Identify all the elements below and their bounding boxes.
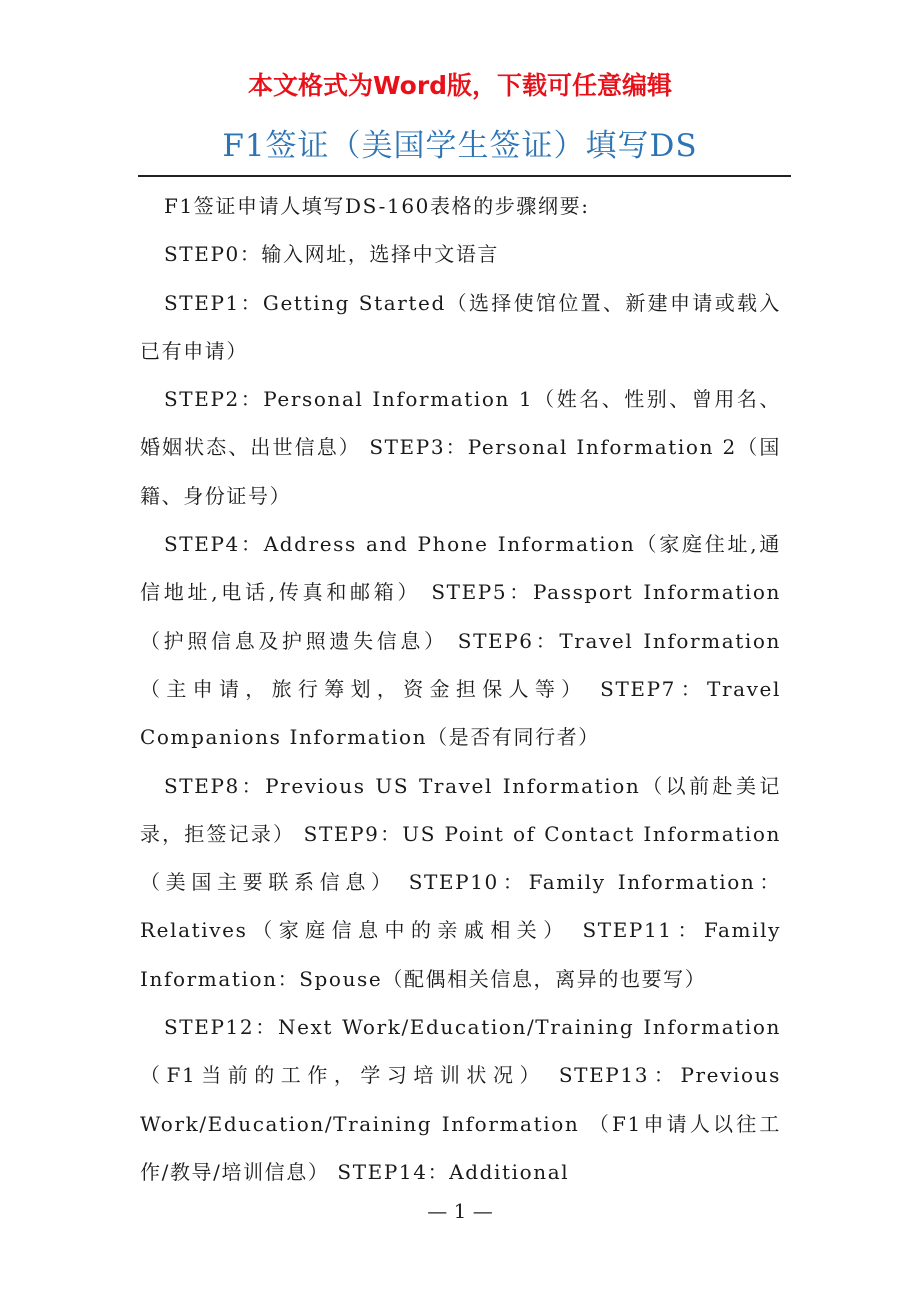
paragraph-step12-14: STEP12：Next Work/Education/Training Information（F1当前的工作，学习培训状况） STEP13：Previous Work/Education/Training Information （F1申请人以往工作/教导/培训信息） STEP14：Additional xyxy=(140,1015,781,1184)
title-divider xyxy=(138,175,791,177)
document-title: F1签证（美国学生签证）填写DS xyxy=(222,128,698,164)
paragraph-step8-11: STEP8：Previous US Travel Information（以前赴美记录，拒签记录） STEP9：US Point of Contact Information（美国主要联系信息） STEP10：Family Information：Relatives（家庭信息中的亲戚相关） STEP11：Family Information：Spouse（配偶相关信息，离异的也要写） xyxy=(140,773,781,991)
paragraph-step2-3: STEP2：Personal Information 1（姓名、性别、曾用名、婚姻状态、出世信息） STEP3：Personal Information 2（国籍、身份证号） xyxy=(140,387,781,508)
paragraph-step4-7: STEP4：Address and Phone Information（家庭住址,通信地址,电话,传真和邮箱） STEP5：Passport Information（护照信息及护照遗失信息） STEP6：Travel Information（主申请，旅行筹划，资金担保人等） STEP7：Travel Companions Information（是否有同行者） xyxy=(140,532,781,750)
paragraph-step0: STEP0：输入网址，选择中文语言 xyxy=(164,242,500,267)
paragraph-step1: STEP1：Getting Started（选择使馆位置、新建申请或载入已有申请） xyxy=(140,290,781,363)
download-notice: 本文格式为Word版，下载可任意编辑 xyxy=(247,71,673,100)
paragraph-intro: F1签证申请人填写DS-160表格的步骤纲要: xyxy=(164,194,590,218)
document-body xyxy=(140,182,781,1196)
page-number: — 1 — xyxy=(427,1199,493,1223)
